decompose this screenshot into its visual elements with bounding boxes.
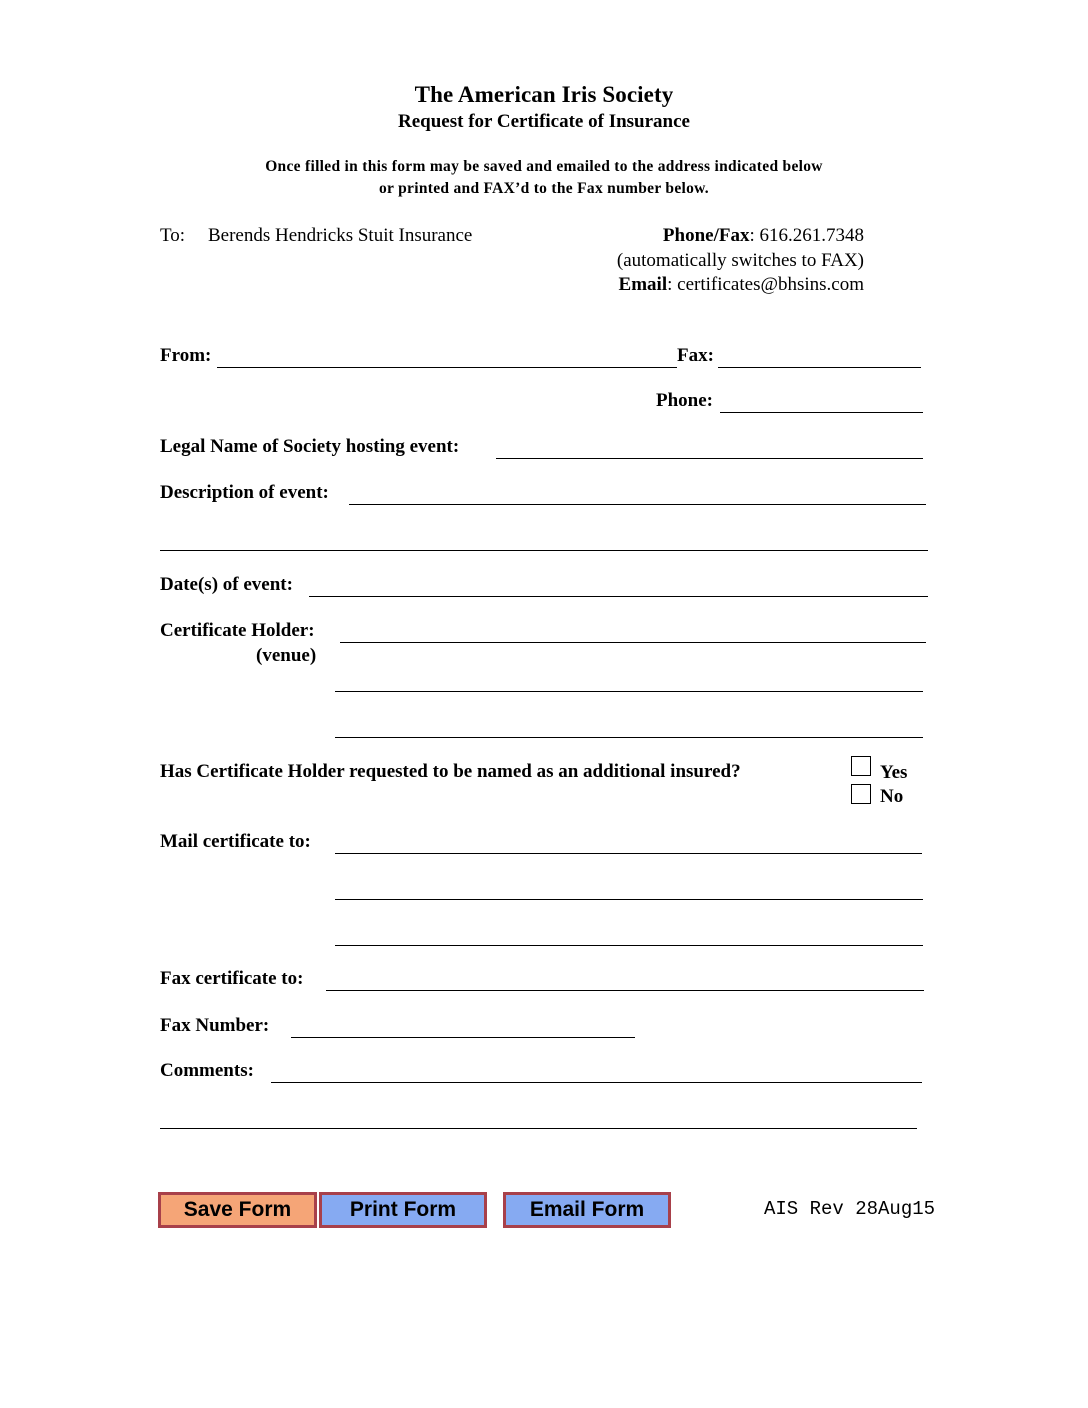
form-title: The American Iris Society bbox=[414, 82, 674, 107]
venue-label: (venue) bbox=[256, 645, 317, 666]
revision-label: AIS Rev 28Aug15 bbox=[764, 1198, 936, 1220]
fax-number-label: Fax Number: bbox=[160, 1015, 270, 1036]
instruction-line-1: Once filled in this form may be saved and emailed to the address indicated below bbox=[265, 158, 823, 175]
fax-to-input[interactable] bbox=[326, 969, 924, 991]
additional-insured-question: Has Certificate Holder requested to be named as an additional insured? bbox=[160, 761, 741, 782]
phone-fax-value: : 616.261.7348 bbox=[749, 225, 864, 246]
auto-switch-note: (automatically switches to FAX) bbox=[616, 250, 864, 271]
yes-checkbox[interactable] bbox=[851, 756, 871, 776]
cert-holder-input[interactable] bbox=[340, 621, 926, 643]
fax-input[interactable] bbox=[718, 346, 921, 368]
phone-input[interactable] bbox=[720, 391, 923, 413]
recipient-name: Berends Hendricks Stuit Insurance bbox=[208, 225, 473, 246]
cert-holder-label: Certificate Holder: bbox=[160, 620, 315, 641]
dates-label: Date(s) of event: bbox=[160, 574, 293, 595]
no-label: No bbox=[880, 786, 904, 807]
phone-fax-label: Phone/Fax bbox=[662, 225, 750, 246]
email-value: : certificates@bhsins.com bbox=[667, 274, 864, 295]
email-form-button[interactable]: Email Form bbox=[503, 1192, 671, 1228]
description-input[interactable] bbox=[349, 483, 926, 505]
fax-number-input[interactable] bbox=[291, 1016, 635, 1038]
legal-name-input[interactable] bbox=[496, 437, 923, 459]
email-line bbox=[464, 274, 864, 296]
comments-input-line-2[interactable] bbox=[160, 1107, 917, 1129]
cert-holder-input-line-2[interactable] bbox=[335, 670, 923, 692]
phone-label: Phone: bbox=[656, 390, 713, 411]
dates-input[interactable] bbox=[309, 575, 928, 597]
print-form-button[interactable]: Print Form bbox=[319, 1192, 487, 1228]
fax-to-label: Fax certificate to: bbox=[160, 968, 304, 989]
instruction-line-2: or printed and FAX’d to the Fax number below. bbox=[379, 180, 709, 197]
to-label: To: bbox=[160, 225, 186, 246]
fax-label: Fax: bbox=[677, 345, 714, 366]
save-form-button[interactable]: Save Form bbox=[158, 1192, 317, 1228]
comments-input[interactable] bbox=[271, 1061, 922, 1083]
legal-name-label: Legal Name of Society hosting event: bbox=[160, 436, 460, 457]
mail-to-input-line-3[interactable] bbox=[335, 924, 923, 946]
comments-label: Comments: bbox=[160, 1060, 254, 1081]
cert-holder-input-line-3[interactable] bbox=[335, 716, 923, 738]
form-subtitle: Request for Certificate of Insurance bbox=[398, 111, 690, 132]
description-input-line-2[interactable] bbox=[160, 529, 928, 551]
phone-fax-line bbox=[464, 225, 864, 247]
from-label: From: bbox=[160, 345, 212, 366]
description-label: Description of event: bbox=[160, 482, 329, 503]
email-label: Email bbox=[618, 274, 668, 295]
mail-to-label: Mail certificate to: bbox=[160, 831, 311, 852]
from-input[interactable] bbox=[217, 346, 677, 368]
mail-to-input-line-2[interactable] bbox=[335, 878, 923, 900]
no-checkbox[interactable] bbox=[851, 784, 871, 804]
yes-label: Yes bbox=[880, 762, 908, 783]
mail-to-input[interactable] bbox=[335, 832, 922, 854]
